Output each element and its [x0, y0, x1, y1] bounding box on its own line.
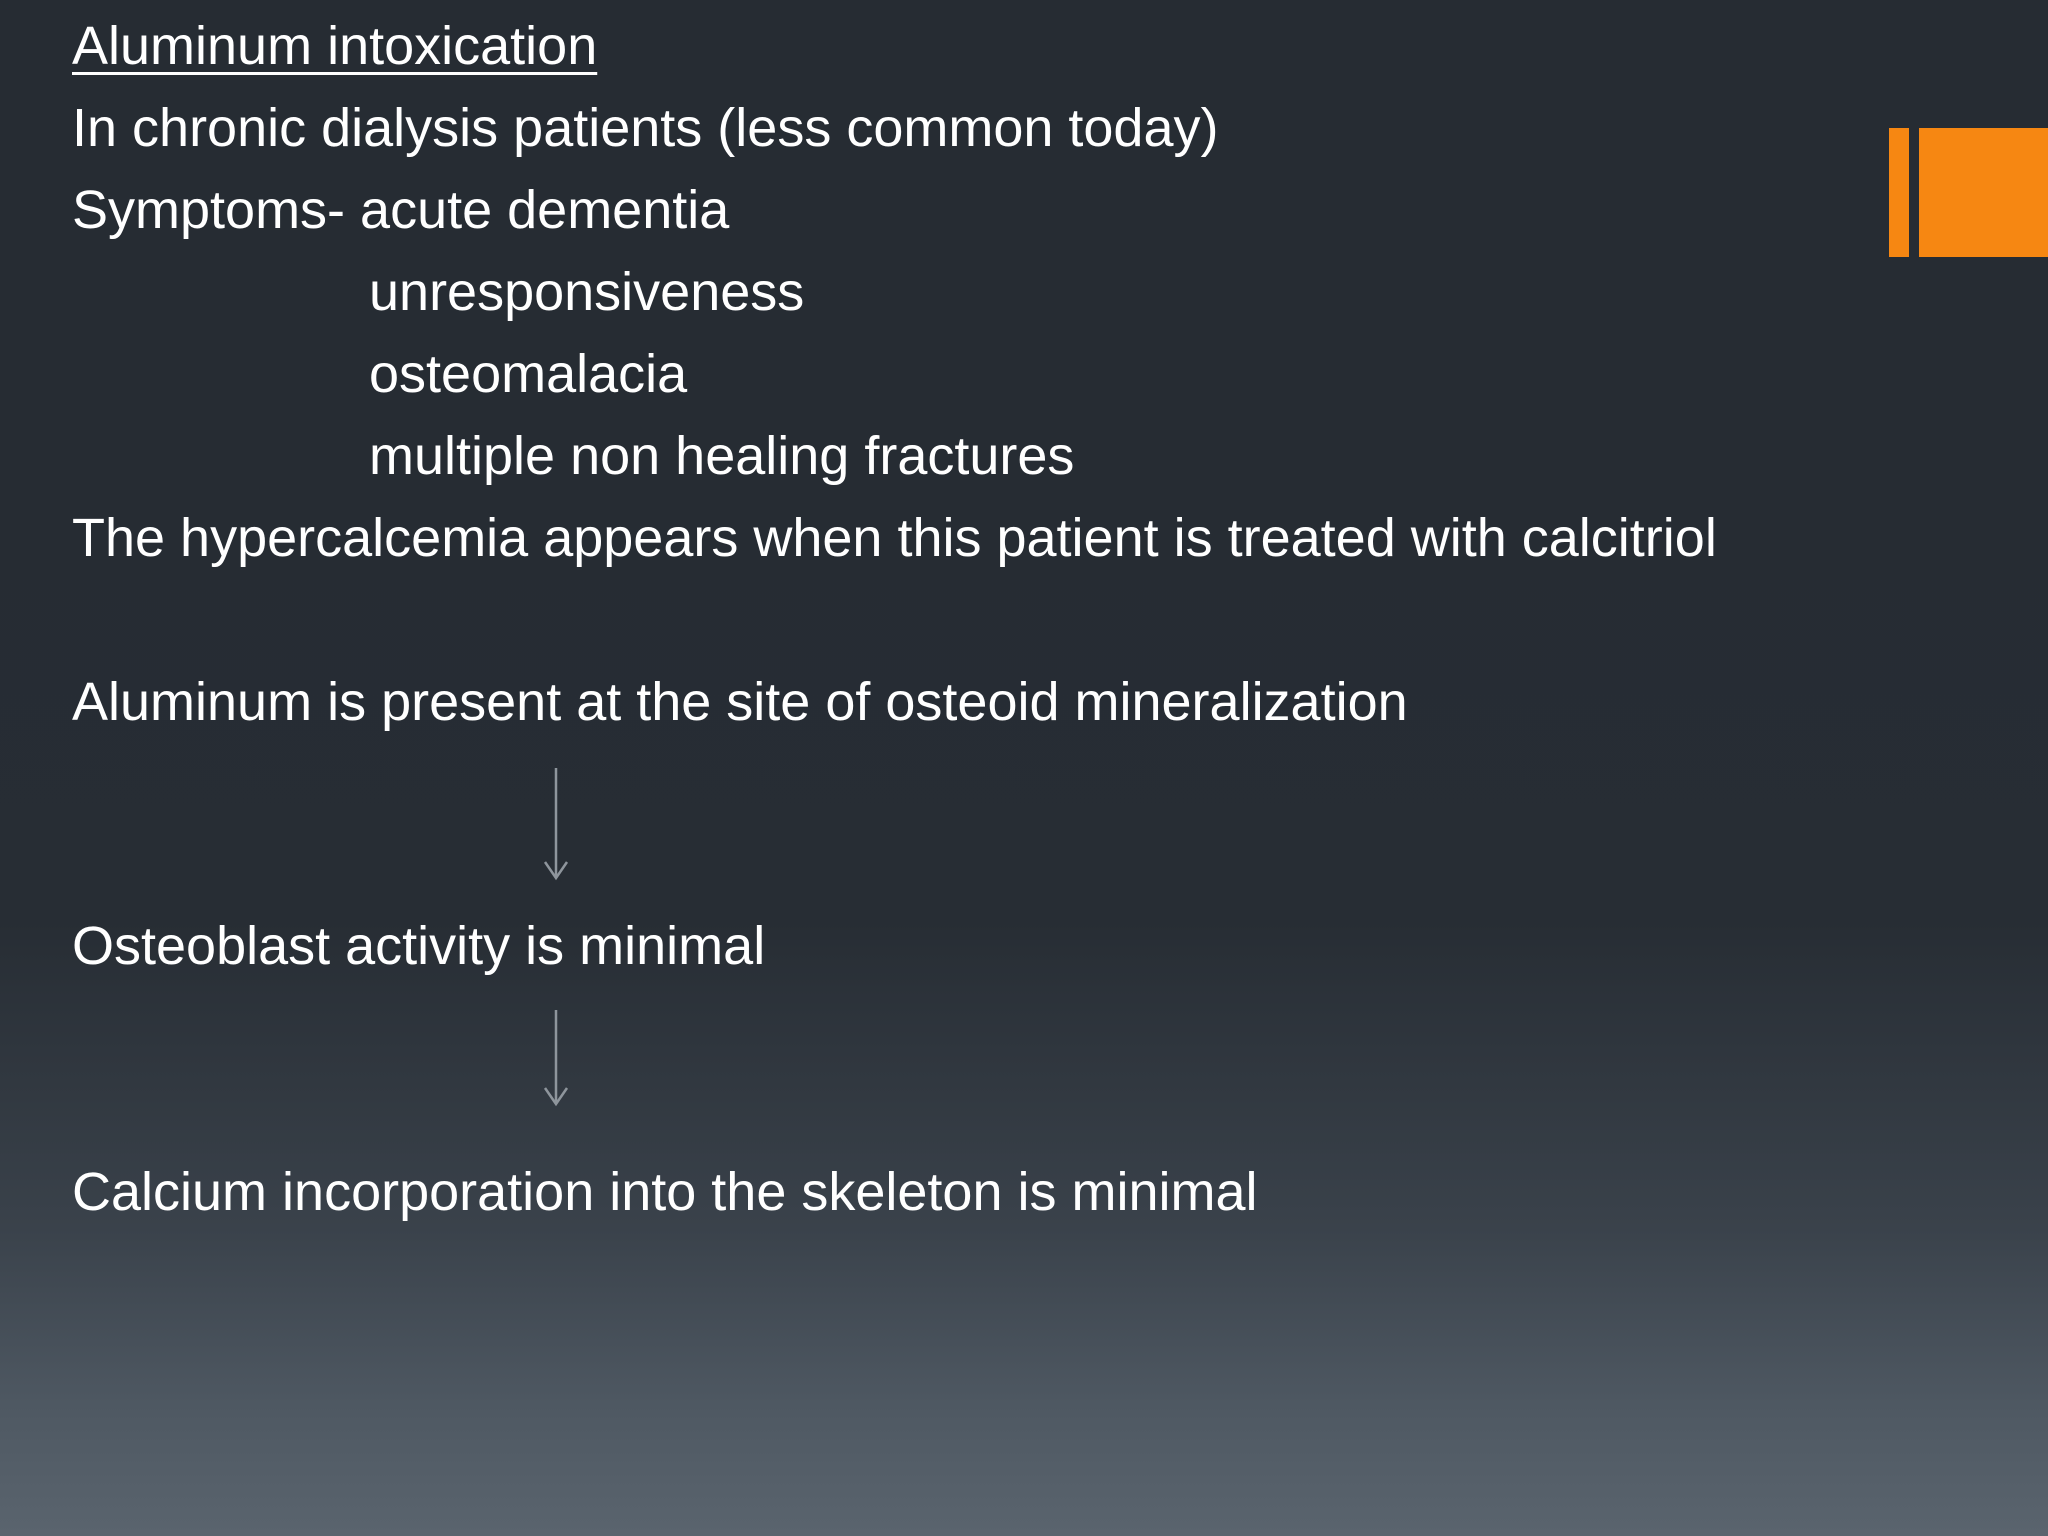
symptoms-label: Symptoms- acute dementia: [72, 180, 730, 240]
flow-step-1: Aluminum is present at the site of osteoid mineralization: [72, 672, 1408, 732]
accent-bar-thin: [1889, 128, 1909, 257]
flow-step-3: Calcium incorporation into the skeleton is minimal: [72, 1162, 1258, 1222]
symptom-item: multiple non healing fractures: [369, 426, 1075, 486]
slide-title: Aluminum intoxication: [72, 16, 598, 76]
down-arrow-icon: [540, 1008, 572, 1108]
context-line: In chronic dialysis patients (less common today): [72, 98, 1219, 158]
symptom-item: unresponsiveness: [369, 262, 805, 322]
flow-step-2: Osteoblast activity is minimal: [72, 916, 766, 976]
accent-bar-block: [1919, 128, 2048, 257]
symptom-item: osteomalacia: [369, 344, 688, 404]
hypercalcemia-line: The hypercalcemia appears when this patient is treated with calcitriol: [72, 508, 1717, 568]
down-arrow-icon: [540, 766, 572, 882]
